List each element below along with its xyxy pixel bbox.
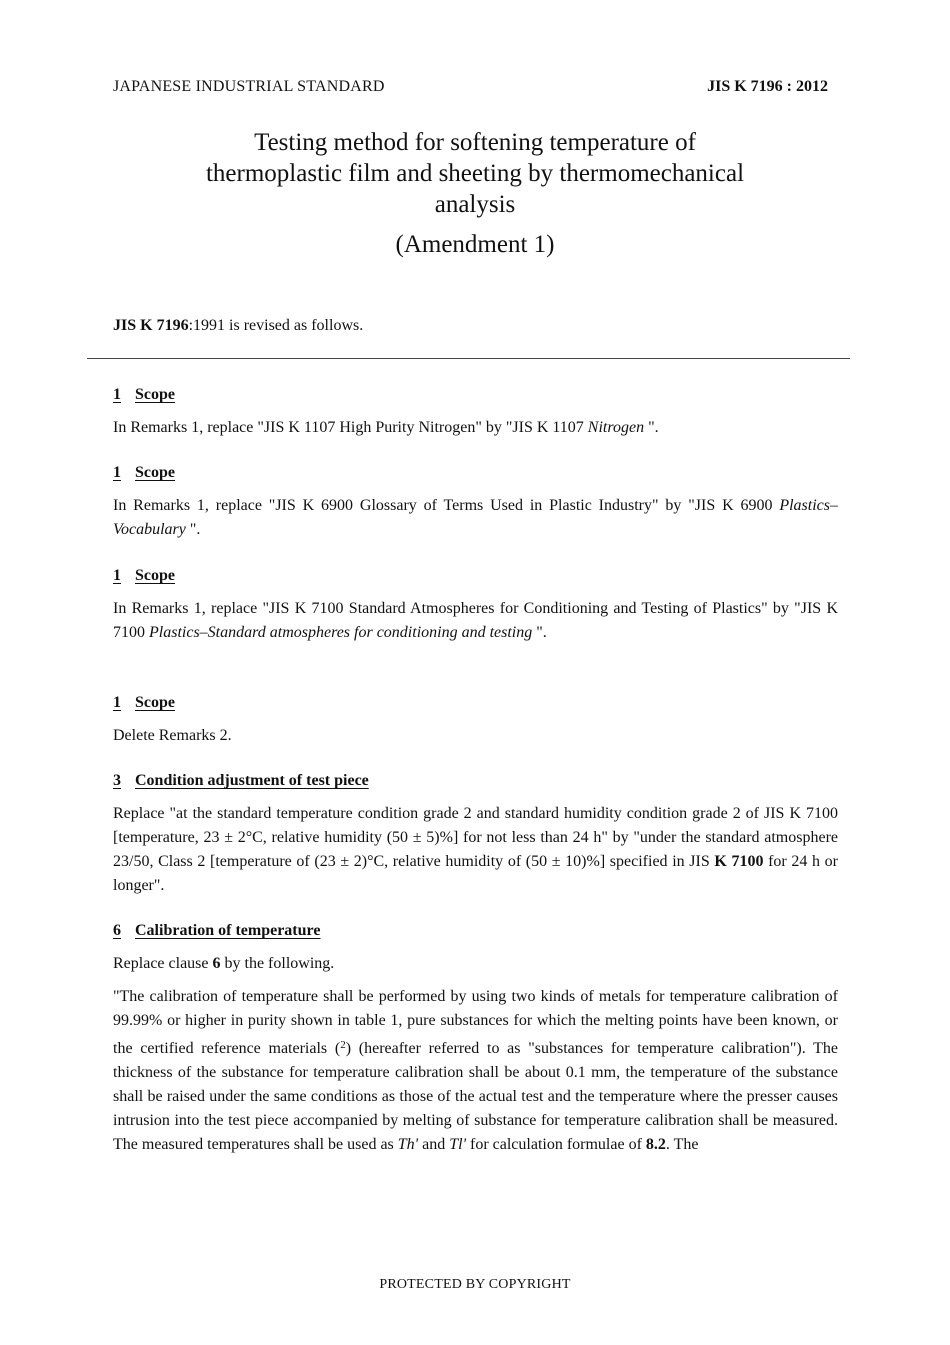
title-line-3: analysis	[434, 191, 516, 218]
section-text	[113, 952, 838, 976]
symbol-th: Th'	[397, 1136, 419, 1153]
section-text-italic: Plastics–Standard atmospheres for conditioning and testing	[149, 624, 533, 641]
section-title: Scope	[135, 386, 175, 403]
section-text-part: by the following.	[220, 955, 335, 972]
copyright-footer: PROTECTED BY COPYRIGHT	[379, 1277, 571, 1292]
divider-line	[87, 358, 850, 359]
section-number: 1	[113, 464, 121, 481]
section-text-part: ".	[185, 521, 201, 538]
section-text-part: and	[418, 1136, 450, 1153]
section-number: 1	[113, 567, 121, 584]
section-number: 1	[113, 386, 121, 403]
title-line-2: thermoplastic film and sheeting by thermomechanical	[205, 160, 745, 187]
section-text-part: In Remarks 1, replace "JIS K 6900 Glossary of Terms Used in Plastic Industry" by "JIS K 6900	[113, 497, 780, 514]
section-heading	[113, 691, 175, 715]
section-heading	[113, 564, 175, 588]
section-text: Delete Remarks 2.	[113, 727, 232, 744]
header-standard-label: JAPANESE INDUSTRIAL STANDARD	[113, 78, 385, 95]
section-calibration-of-temperature	[113, 919, 838, 1157]
section-condition-adjustment	[113, 769, 838, 898]
section-text-part: In Remarks 1, replace "JIS K 1107 High Purity Nitrogen" by "JIS K 1107	[113, 419, 588, 436]
revision-standard-ref: JIS K 7196	[113, 317, 189, 334]
section-title: Condition adjustment of test piece	[135, 772, 369, 789]
section-text	[113, 597, 838, 645]
section-heading	[113, 461, 175, 485]
section-text	[113, 802, 838, 898]
section-scope-2	[113, 461, 838, 542]
section-number: 1	[113, 694, 121, 711]
amendment-label: (Amendment 1)	[395, 231, 555, 258]
section-title: Scope	[135, 567, 175, 584]
section-number: 3	[113, 772, 121, 789]
section-text-part: . The	[665, 1136, 699, 1153]
section-text-bold: K 7100	[714, 853, 764, 870]
section-title: Calibration of temperature	[135, 922, 321, 939]
symbol-tl: Tl'	[449, 1136, 466, 1153]
section-text	[113, 416, 838, 440]
section-scope-4	[113, 691, 838, 748]
section-heading	[113, 769, 369, 793]
section-scope-1	[113, 383, 838, 440]
clause-ref: 8.2	[645, 1136, 666, 1153]
section-title: Scope	[135, 464, 175, 481]
section-text-part: for 24 h or longer".	[113, 853, 839, 894]
section-heading	[113, 383, 175, 407]
section-text-quoted	[113, 985, 838, 1157]
clause-ref: 6	[212, 955, 221, 972]
section-text-part: Replace "at the standard temperature condition grade 2 and standard humidity condition grade 2 of JIS K 7100 [temperature, 23 ± 2°C, relative humidity (50 ± 5)%] for not less than 24 h" by "under the standard atmosphere 23/50, Class 2 [temperature of (23 ± 2)°C, relative humidity of (50 ± 10)%] specified in JIS	[113, 805, 838, 870]
footnote-ref: 2	[340, 1039, 346, 1051]
section-text-part: ) (hereafter referred to as "substances for temperature calibration"). The thickness of the substance for temperature calibration shall be about 0.1 mm, the temperature of the substance shall be raised under the same conditions as those of the actual test and the temperature where the presser causes intrusion into the test piece accompanied by melting of substance for temperature calibration shall be measured. The measured temperatures shall be used as	[113, 1040, 838, 1153]
section-text-part: ".	[644, 419, 659, 436]
section-text-part: "The calibration of temperature shall be performed by using two kinds of metals for temperature calibration of 99.99% or higher in purity shown in table 1, pure substances for which the melting points have been known, or the certified reference materials (	[113, 988, 838, 1057]
section-scope-3	[113, 564, 838, 645]
document-title	[100, 127, 850, 220]
section-text-italic: Nitrogen	[587, 419, 645, 436]
title-line-1: Testing method for softening temperature of	[254, 129, 696, 156]
section-text	[113, 494, 838, 542]
section-text-part: for calculation formulae of	[465, 1136, 646, 1153]
section-title: Scope	[135, 694, 175, 711]
header-standard-number: JIS K 7196 : 2012	[707, 78, 828, 95]
section-text-part: Replace clause	[113, 955, 213, 972]
section-number: 6	[113, 922, 121, 939]
revision-statement	[113, 315, 363, 337]
section-heading	[113, 919, 320, 943]
section-text-part: ".	[532, 624, 547, 641]
section-text-part: In Remarks 1, replace "JIS K 7100 Standard Atmospheres for Conditioning and Testing of Plastics" by "JIS K 7100	[113, 600, 838, 641]
section-text-italic: Plastics– Vocabulary	[113, 497, 838, 538]
revision-statement-text: :1991 is revised as follows.	[188, 317, 364, 334]
